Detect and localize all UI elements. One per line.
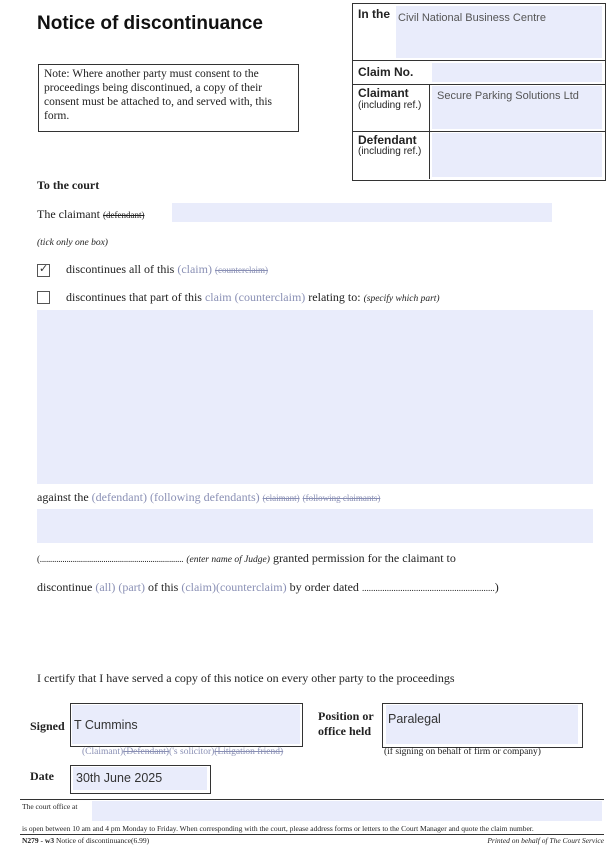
discontinue-order-line [37,580,499,595]
consent-note: Note: Where another party must consent to the proceedings being discontinued, a copy of their consent must be attached to, and served with, this form. [38,64,299,132]
judge-dots: (...................................................................... [37,554,184,564]
all-option[interactable]: (all) [95,580,116,594]
specify-part-field[interactable] [37,310,593,484]
order-counterclaim-option[interactable]: (counterclaim) [215,580,287,594]
claimant-field[interactable]: Secure Parking Solutions Ltd [432,86,602,129]
position-label [318,709,374,739]
in-the-label: In the [358,7,390,21]
claimant-prefix: The claimant [37,207,100,221]
tick-hint: (tick only one box) [37,238,108,248]
discontinue-part-checkbox[interactable] [37,291,50,304]
discontinue-prefix: discontinue [37,580,93,594]
date-label: Date [30,769,54,783]
claimant-label: Claimant [358,86,409,100]
judge-name-hint: (enter name of Judge) [186,555,270,565]
discontinue-part-line [66,290,440,305]
checkmark-icon: ✓ [39,263,49,275]
court-office-label: The court office at [22,802,78,811]
date-field[interactable]: 30th June 2025 [73,767,207,790]
claimant-name-field[interactable] [172,203,552,222]
certify-statement: I certify that I have served a copy of this notice on every other party to the proceedings [37,671,455,685]
judge-permission-text: granted permission for the claimant to [272,551,456,565]
part-claim-option[interactable]: claim [204,290,232,304]
defendant-sublabel: (including ref.) [358,146,422,157]
defendant-label: Defendant [358,133,417,147]
by-order-text: by order dated [289,580,359,594]
form-code: N279 - w3 [22,836,55,845]
position-label-line2: office held [318,724,371,738]
to-the-court-heading: To the court [37,178,100,192]
role-defendant-option[interactable]: (Defendant) [123,747,170,757]
signed-label: Signed [30,719,65,733]
against-defendant-option[interactable]: (defendant) [91,490,147,504]
form-name: Notice of discontinuance(6.99) [55,836,150,845]
claim-option[interactable]: (claim) [177,262,212,276]
part-option[interactable]: (part) [118,580,145,594]
close-paren: ) [494,580,499,594]
discontinue-all-line [66,262,268,277]
judge-line [37,551,456,566]
against-claimant-option[interactable]: (claimant) [262,493,300,503]
position-field[interactable]: Paralegal [386,705,578,744]
discontinue-all-text: discontinues all of this [66,262,175,276]
printed-by: Printed on behalf of The Court Service [487,836,604,845]
parties-field[interactable] [37,509,593,543]
relating-to-text: relating to: [308,290,361,304]
specify-part-hint: (specify which part) [363,294,440,304]
against-following-defendants-option[interactable]: (following defendants) [149,490,260,504]
against-following-claimants-option[interactable]: (following claimants) [302,493,381,503]
part-counterclaim-option[interactable]: (counterclaim) [234,290,306,304]
discontinue-part-text: discontinues that part of this [66,290,202,304]
role-litigation-friend-option[interactable]: (Litigation friend) [214,747,284,757]
role-solicitor-option[interactable]: ('s solicitor) [169,747,215,757]
signer-role-options [82,747,283,757]
office-hours-text: is open between 10 am and 4 pm Monday to Friday. When corresponding with the court, please address forms or letters to the Court Manager and quote the claim number. [22,824,534,833]
position-hint: (if signing on behalf of firm or company) [384,747,541,757]
role-claimant-option[interactable]: (Claimant) [82,747,124,757]
order-claim-option[interactable]: (claim) [181,580,216,594]
against-prefix: against the [37,490,89,504]
position-label-line1: Position or [318,709,374,723]
of-this-text: of this [147,580,179,594]
discontinue-all-checkbox[interactable] [37,264,50,277]
claim-no-field[interactable] [432,63,602,82]
signature-field[interactable]: T Cummins [72,705,300,744]
against-line [37,490,380,505]
counterclaim-option[interactable]: (counterclaim) [214,265,268,275]
claim-no-label: Claim No. [358,65,414,79]
court-name-field[interactable]: Civil National Business Centre [396,6,602,58]
court-office-field[interactable] [92,801,602,821]
form-reference [22,836,149,845]
page-title: Notice of discontinuance [37,13,263,34]
defendant-field[interactable] [432,133,602,177]
order-date-dots[interactable]: ........................................................... [361,583,495,593]
defendant-struck: (defendant) [102,210,145,220]
claimant-line [37,207,144,222]
claimant-sublabel: (including ref.) [358,100,422,111]
